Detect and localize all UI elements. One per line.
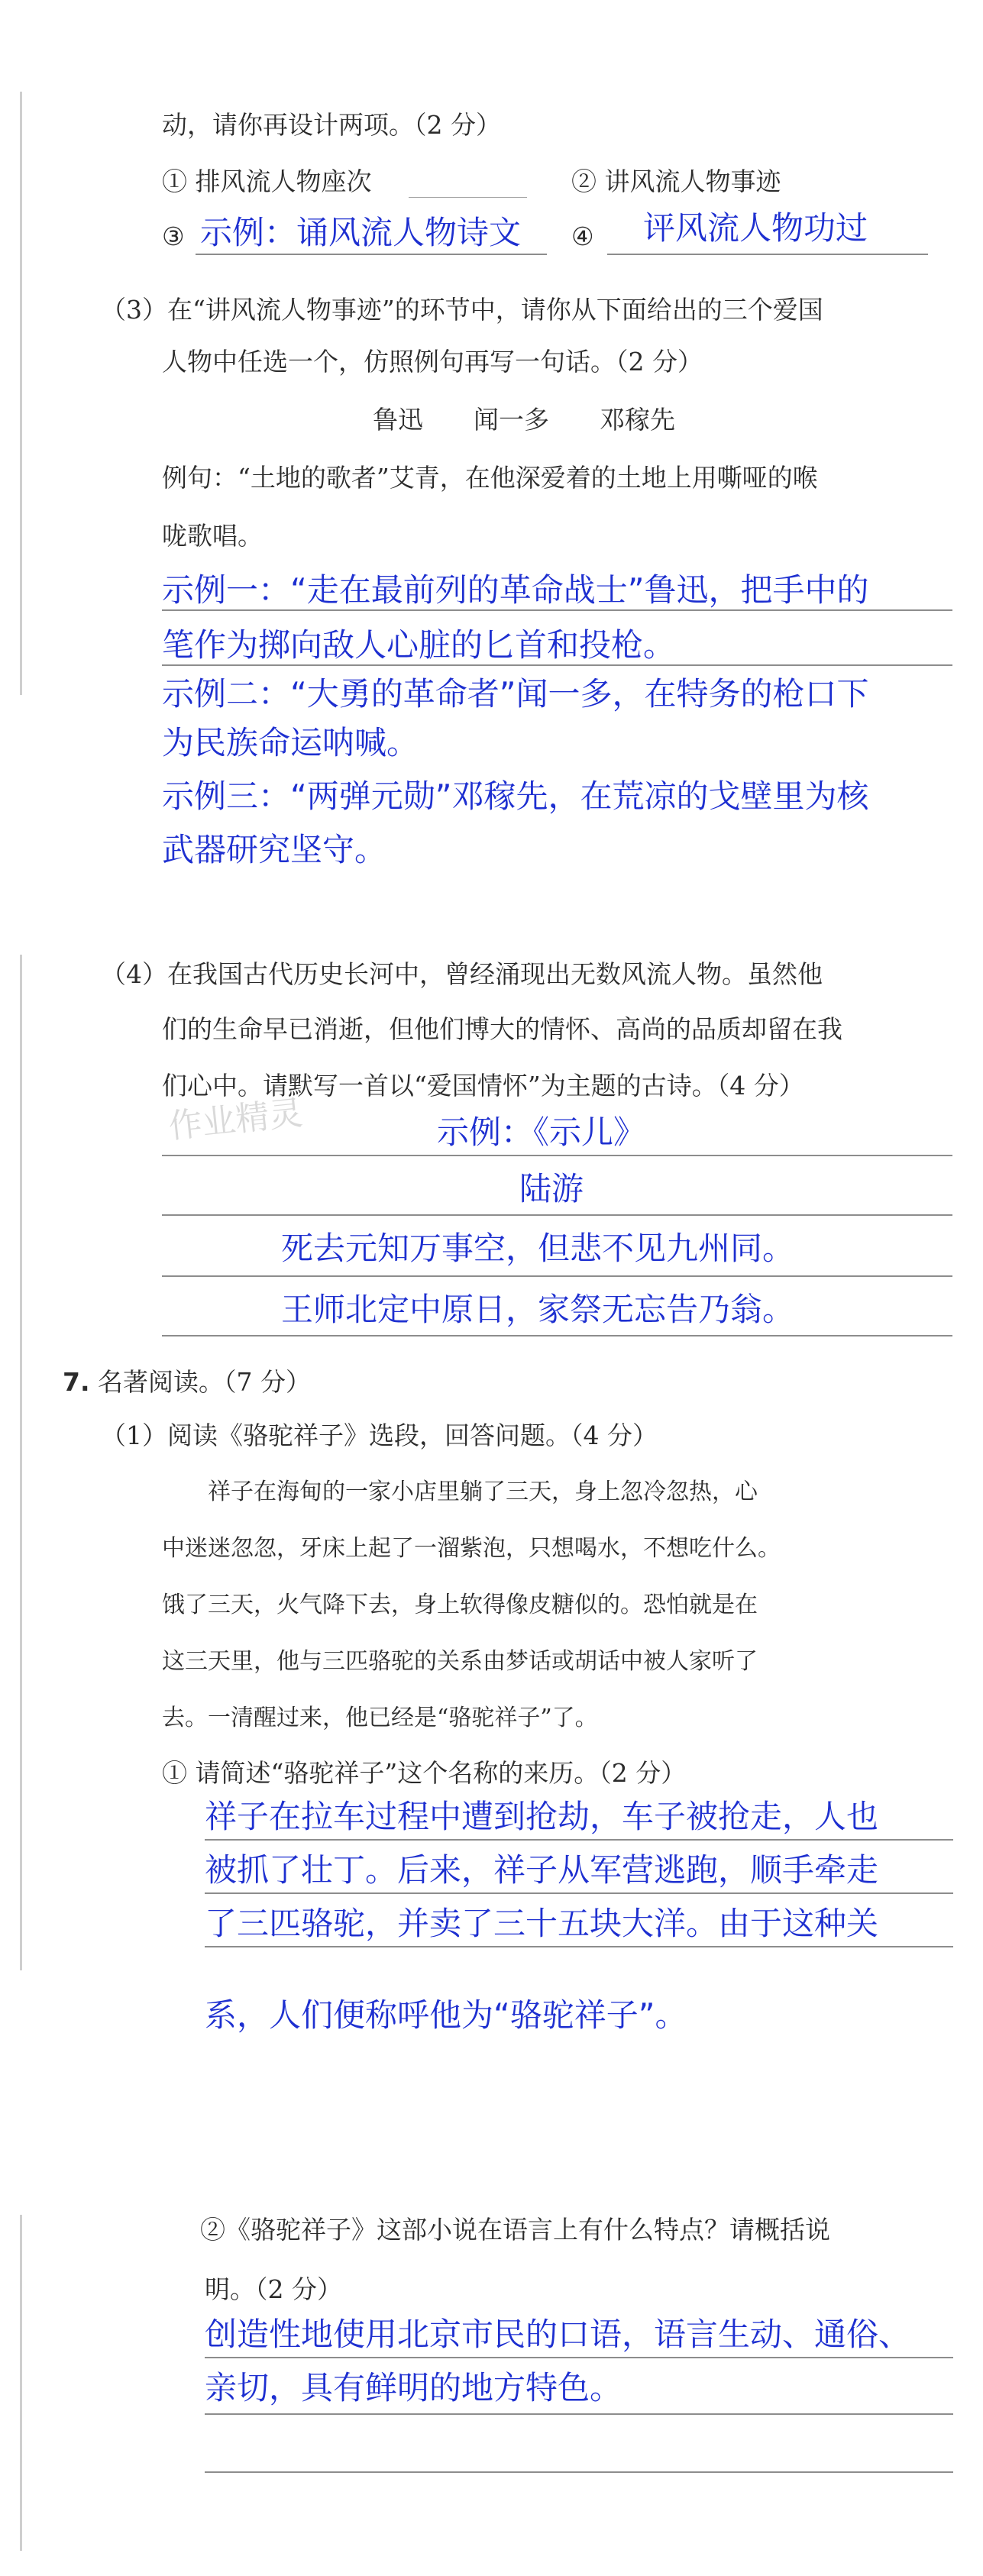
page-edge-left: [20, 955, 22, 1970]
answer-line: [205, 2357, 953, 2358]
q7-sub-2-answer-line: 创造性地使用北京市民的口语，语言生动、通俗、: [205, 2316, 911, 2353]
q7-heading: [63, 1362, 311, 1398]
q7-passage-line: 祥子在海甸的一家小店里躺了三天，身上忽冷忽热，心: [162, 1479, 758, 1505]
q6-4-line-2: 们的生命早已消逝，但他们博大的情怀、高尚的品质却留在我: [162, 1014, 842, 1044]
q6-3-line-2: 人物中任选一个，仿照例句再写一句话。（2 分）: [162, 347, 703, 377]
q6-3-example-line-1: 例句：“土地的歌者”艾青，在他深爱着的土地上用嘶哑的喉: [162, 463, 818, 493]
q6-3-line-1: （3）在“讲风流人物事迹”的环节中，请你从下面给出的三个爱国: [101, 295, 823, 325]
answer-line: [205, 1839, 953, 1841]
watermark-logo: 作业精灵: [167, 1093, 305, 1147]
underline: [409, 197, 527, 198]
q6-3-example-line-2: 咙歌唱。: [162, 521, 263, 551]
q6-4-answer-line: 死去元知万事空，但悲不见九州同。: [281, 1230, 795, 1267]
q6-2-intro: 动，请你再设计两项。（2 分）: [162, 110, 501, 140]
q7-sub-1-answer-line: 祥子在拉车过程中遭到抢劫，车子被抢走，人也: [205, 1798, 879, 1835]
q6-3-answer-line: 武器研究坚守。: [162, 831, 387, 868]
q6-3-answer-line: 示例一：“走在最前列的革命战士”鲁迅，把手中的: [162, 571, 869, 609]
answer-line: [162, 1335, 952, 1336]
q6-4-line-3: 们心中。请默写一首以“爱国情怀”为主题的古诗。（4 分）: [162, 1071, 804, 1101]
q7-sub-2-question-line-2: 明。（2 分）: [205, 2274, 342, 2304]
page-edge-left: [20, 92, 22, 695]
q7-passage-line: 这三天里，他与三匹骆驼的关系由梦话或胡话中被人家听了: [162, 1648, 758, 1675]
q7-sub-2-answer-line: 亲切，具有鲜明的地方特色。: [205, 2369, 622, 2406]
q6-3-figures: 鲁迅 闻一多 邓稼先: [373, 405, 675, 435]
q6-2-item-4-answer: 评风流人物功过: [643, 209, 868, 247]
answer-line: [162, 1155, 952, 1156]
q7-sub-1-answer-line: 被抓了壮丁。后来，祥子从军营逃跑，顺手牵走: [205, 1851, 879, 1889]
q6-3-answer-line: 笔作为掷向敌人心脏的匕首和投枪。: [162, 626, 676, 664]
q6-3-answer-line: 示例三：“两弹元勋”邓稼先，在荒凉的戈壁里为核: [162, 777, 869, 815]
q6-4-answer-line: 陆游: [519, 1170, 584, 1207]
answer-line: [162, 609, 952, 611]
q7-passage-line: 饿了三天，火气降下去，身上软得像皮糖似的。恐怕就是在: [162, 1592, 758, 1618]
q7-passage-line: 去。一清醒过来，他已经是“骆驼祥子”了。: [162, 1705, 598, 1731]
answer-line: [205, 2413, 953, 2415]
q7-passage-line: 中迷迷忽忽，牙床上起了一溜紫泡，只想喝水，不想吃什么。: [162, 1535, 781, 1562]
answer-line: [196, 254, 547, 255]
q6-2-item-1: ① 排风流人物座次: [162, 166, 372, 196]
q6-2-item-2: ② 讲风流人物事迹: [571, 166, 781, 196]
q6-3-answer-line: 为民族命运呐喊。: [162, 724, 419, 761]
q7-number: 7.: [63, 1367, 90, 1397]
page-edge-left: [20, 2215, 22, 2551]
answer-line: [162, 664, 952, 666]
q6-3-answer-line: 示例二：“大勇的革命者”闻一多，在特务的枪口下: [162, 675, 869, 713]
answer-line: [162, 1275, 952, 1277]
q7-sub-2-question-line-1: ②《骆驼祥子》这部小说在语言上有什么特点？请概括说: [200, 2215, 830, 2245]
answer-line: [205, 1946, 953, 1947]
answer-line: [607, 254, 928, 255]
q6-2-item-3-number: ③: [162, 221, 185, 251]
q7-sub-1-answer-line: 了三匹骆驼，并卖了三十五块大洋。由于这种关: [205, 1905, 879, 1942]
q6-2-item-3-answer: 示例：诵风流人物诗文: [200, 214, 522, 251]
q6-4-line-1: （4）在我国古代历史长河中，曾经涌现出无数风流人物。虽然他: [101, 959, 823, 989]
q6-4-answer-line: 示例：《示儿》: [437, 1113, 646, 1151]
q7-sub-1-question: ① 请简述“骆驼祥子”这个名称的来历。（2 分）: [162, 1758, 687, 1788]
q7-sub-1-answer-line: 系，人们便称呼他为“骆驼祥子”。: [205, 1996, 687, 2034]
answer-line: [205, 1892, 953, 1894]
answer-line: [162, 1214, 952, 1216]
q7-part-1-intro: （1）阅读《骆驼祥子》选段，回答问题。（4 分）: [101, 1421, 658, 1450]
q7-title: 名著阅读。（7 分）: [98, 1367, 311, 1397]
q6-4-answer-line: 王师北定中原日，家祭无忘告乃翁。: [281, 1291, 795, 1328]
answer-line: [205, 2471, 953, 2473]
q6-2-item-4-number: ④: [571, 221, 594, 251]
